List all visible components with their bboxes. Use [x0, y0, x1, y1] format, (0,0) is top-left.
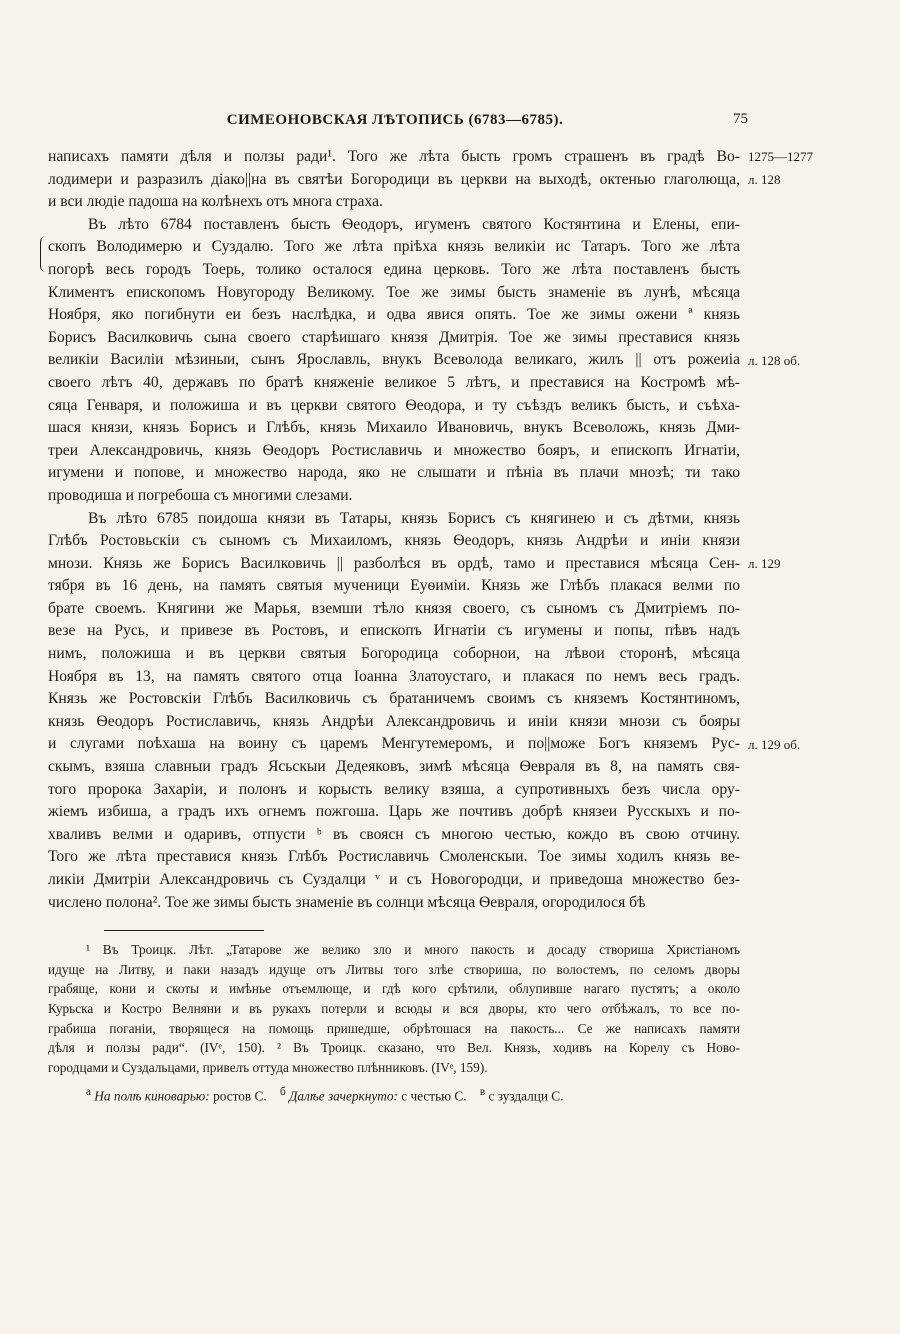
text-line: написахъ памяти дѣля и ползы ради¹. Того же лѣта бысть громъ страшенъ въ градѣ Во- [48, 148, 740, 165]
body-text [48, 146, 740, 914]
footnote-line: ¹ Въ Троицк. Лѣт. „Татарове же велико зло и много пакость и досаду створиша Христіаномъ [86, 942, 740, 957]
text-line: скымъ, взяша славныи градъ Ясьскыи Дедеяковъ, зимѣ мѣсяца Ѳевраля въ 8, на память свя- [48, 758, 740, 776]
footnote-line: грабяще, кони и скоты и имѣнье отъемлюще, и гдѣ кого срѣтили, облупивше нагаго пустятъ; а около [48, 981, 740, 997]
text-line: Борисъ Василковичь сына своего старѣишаго князя Дмитрія. Тое же зимы преставися князь [48, 328, 740, 346]
text-line: сяца Генваря, и положиша и въ церкви святого Ѳеодора, и ту съѣздъ великъ бысть, и съѣха- [48, 396, 740, 414]
footnote-rule [104, 930, 264, 931]
text-line: треи Александровичь, князь Ѳеодоръ Ростиславичь и множество бояръ, и епископъ Игнатіи, [48, 441, 740, 459]
text-line: брате своемъ. Княгини же Марья, вземши тѣло князя своего, съ сыномъ съ Дмитріемъ по- [48, 599, 740, 617]
variant-text: ростов С. [213, 1088, 267, 1104]
text-line: Въ лѣто 6784 поставленъ бысть Ѳеодоръ, игуменъ святого Костянтина и Елены, епи- [88, 215, 740, 233]
text-line: погорѣ весь городъ Тоерь, толико осталося едина церковь. Того же лѣта поставленъ бысть [48, 260, 740, 278]
variant-label: На полѣ киноварью: [94, 1088, 210, 1104]
footnote-line: дѣля и ползы ради“. (IVᵉ, 150). ² Въ Троицк. сказано, что Вел. Князь, ходивъ на Корелу съ Ново- [48, 1040, 740, 1056]
footnote-line: идуще на Литву, и паки назадъ идуще отъ Литвы того злѣе створиша, по волостемъ, по селомъ дворы [48, 961, 740, 977]
footnote-line: городцами и Суздальцами, привелъ оттуда множество плѣнниковъ. (IVᵉ, 159). [48, 1060, 488, 1076]
text-line: хваливъ велми и одаривъ, отпусти ᵇ въ своясн съ многою честью, кождо въ свою отчину. [48, 825, 740, 843]
text-line: скопъ Володимерю и Суздалю. Того же лѣта пріѣха князь великіи ис Татаръ. Того же лѣта [48, 238, 740, 256]
variant-text: с честью С. [401, 1088, 467, 1104]
variant-mark: в [479, 1086, 486, 1098]
variant-label: Далѣе зачеркнуто: [288, 1088, 398, 1104]
text-line: мнози. Князь же Борисъ Василковичь || разболѣся въ ордѣ, тамо и преставися мѣсяца Сен- [48, 554, 740, 572]
text-line: жіемъ избиша, а градъ ихъ огнемъ пожгоша. Царь же почтивъ добрѣ князеи Русскыхъ и по- [48, 803, 740, 821]
footnotes [48, 940, 740, 1078]
text-line: числено полона². Тое же зимы бысть знаменіе въ солнци мѣсяца Ѳевраля, огородилося бѣ [48, 893, 646, 911]
margin-note-leaf: л. 128 об. [748, 353, 801, 368]
text-line: тября въ 16 день, на память святыя мученици Еуѳиміи. Князь же Глѣбъ плакася велми по [48, 577, 740, 595]
text-line: и вси людіе падоша на колѣнехъ отъ многа страха. [48, 193, 383, 211]
text-line: Того же лѣта преставися князь Глѣбъ Ростиславичь Смоленскыи. Тое зимы ходилъ князь ве- [48, 848, 740, 866]
variant-mark: б [279, 1086, 286, 1098]
text-line: Ноября, яко погибнути еи безъ наслѣдка, и одва явися опять. Тое же зимы ожени ª князь [48, 306, 740, 324]
running-head-range: (6783—6785). [468, 112, 564, 128]
text-line: проводиша и погребоша съ многими слезами. [48, 486, 353, 504]
text-line: шася князи, князь Борисъ и Глѣбъ, князь Михаило Ивановичь, внукъ Всеволожь, князь Дми- [48, 419, 740, 437]
text-line: Ноября въ 13, на память святого отца Іоанна Златоустаго, и плакася по немъ весь градъ. [48, 667, 740, 685]
footnote-line: Курьска и Костро Велняни и въ рукахъ потерли и всюды и вся дворы, кто чего отбѣжалъ, то все по- [48, 1001, 740, 1017]
margin-bracket [40, 236, 47, 272]
text-line: нимъ, положиша и въ церкви святыя Богородица соборнои, на лѣвои сторонѣ, мѣсяца [48, 645, 740, 663]
running-head [50, 112, 740, 129]
text-line: князь Ѳеодоръ Ростиславичь, князь Андрѣи Александровичь и иніи князи мнози съ бояры [48, 712, 740, 730]
text-line: ликіи Дмитріи Александровичь съ Суздалци ᵛ и съ Новогородци, и приведоша множество без- [48, 871, 740, 888]
text-line: того пророка Захаріи, и полонъ и корысть велику взяша, а супротивныхъ безъ числа ору- [48, 780, 740, 798]
text-line: Глѣбъ Ростовьскіи съ сыномъ съ Михаиломъ, князь Ѳеодоръ, князь Андрѣи и иніи князи [48, 532, 740, 550]
variant-mark: а [86, 1086, 91, 1098]
text-line: Въ лѣто 6785 поидоша князи въ Татары, князь Борисъ съ княгинею и съ дѣтми, князь [88, 509, 740, 527]
text-line: великіи Василіи мѣзиныи, сынъ Ярославль, внукъ Всеволода великаго, жилъ || отъ рожеиіа [48, 351, 740, 369]
text-line: лодимери и разразилъ діако||на въ святѣи Богородици въ церкви на выходѣ, октенью глаголюща, [48, 170, 740, 188]
text-line: Климентъ епископомъ Новугороду Великому. Тое же зимы бысть знаменіе въ лунѣ, мѣсяца [48, 283, 740, 301]
footnote-line: грабиша поганіи, творящеся на помощь пришедше, обрѣтошася на пакость... Се же написахъ памяти [48, 1020, 740, 1036]
margin-note-leaf: л. 129 об. [748, 737, 801, 752]
text-line: игумени и попове, и множество народа, яко не слышати и пѣніа въ плачи мнозѣ; ти тако [48, 464, 740, 482]
text-line: Князь же Ростовскіи Глѣбъ Василковичь съ братаничемъ своимъ съ княземъ Костянтиномъ, [48, 690, 740, 708]
running-head-title: СИМЕОНОВСКАЯ ЛѢТОПИСЬ [226, 112, 465, 128]
text-line: везе на Русь, и привезе въ Ростовъ, и епископъ Игнатіи съ игумены и попы, пѣвъ надъ [48, 622, 740, 640]
margin-note-leaf: л. 128 [748, 172, 781, 187]
margin-note-years: 1275—1277 [748, 149, 813, 164]
variant-text: с зуздалци С. [488, 1088, 564, 1104]
page-number: 75 [733, 111, 748, 127]
variant-readings [86, 1086, 740, 1104]
text-line: и слугами поѣхаша на воину съ царемъ Менгутемеромъ, и по||може Богъ княземъ Рус- [48, 735, 740, 753]
margin-note-leaf: л. 129 [748, 556, 781, 571]
text-line: своего лѣтъ 40, державъ по братѣ княженіе великое 5 лѣтъ, и преставися на Костромѣ мѣ- [48, 373, 740, 391]
